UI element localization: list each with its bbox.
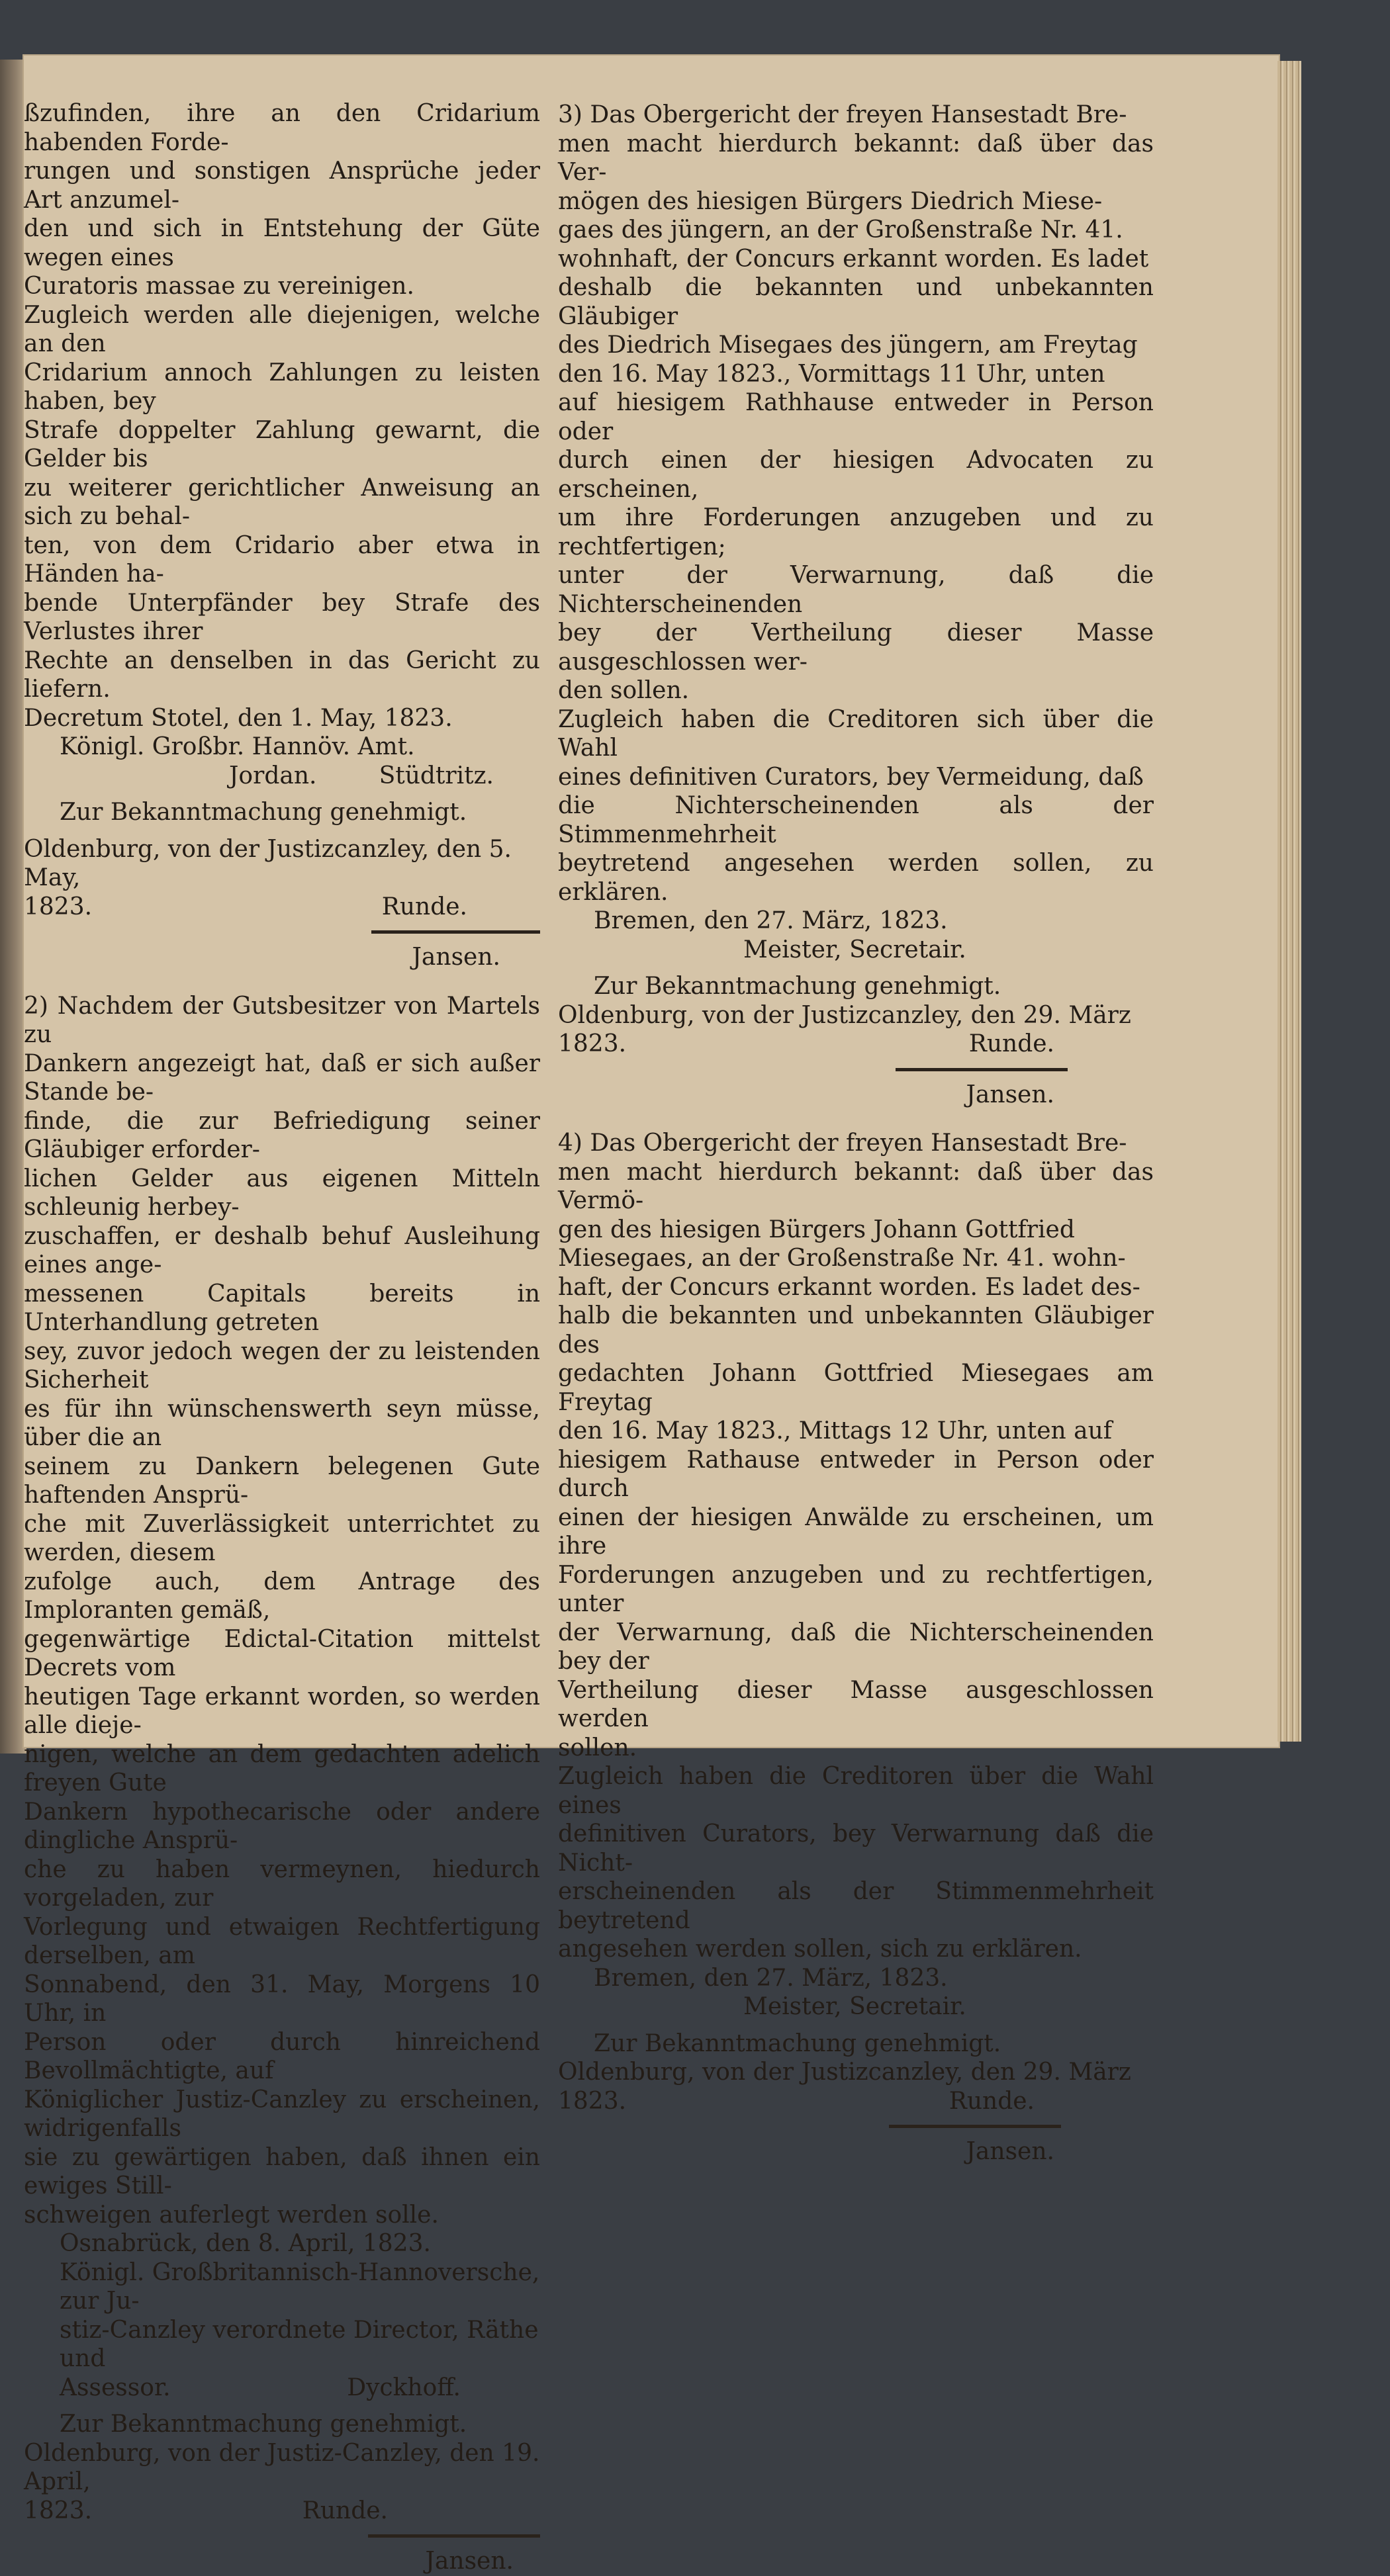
text-line: es für ihn wünschenswerth seyn müsse, über die an (24, 1395, 540, 1451)
text-line: Strafe doppelter Zahlung gewarnt, die Gelder bis (24, 416, 540, 472)
text-line: Königlicher Justiz-Canzley zu erscheinen, widrigenfalls (24, 2086, 540, 2142)
text-line: gedachten Johann Gottfried Miesegaes am Freytag (558, 1360, 1154, 1416)
notice4 (558, 1129, 1154, 1762)
text-line: sey, zuvor jedoch wegen der zu leistenden Sicherheit (24, 1337, 540, 1394)
year-runde-row (24, 2497, 540, 2526)
text-line: definitiven Curators, bey Verwarnung daß die Nicht- (558, 1820, 1154, 1877)
text-line: nigen, welche an dem gedachten adelich freyen Gute (24, 1740, 540, 1797)
year: 1823. (558, 2087, 627, 2115)
text-line: ßzufinden, ihre an den Cridarium habenden Forde- (24, 100, 540, 156)
section-rule (368, 2534, 540, 2538)
left-column (24, 99, 540, 2576)
assessor: Assessor. (60, 2374, 171, 2401)
approval-line: Zur Bekanntmachung genehmigt. (594, 973, 1001, 1000)
year: 1823. (24, 2497, 93, 2524)
text-line: Curatoris massae zu vereinigen. (24, 273, 414, 300)
text-line: 4) Das Obergericht der freyen Hansestadt Bre- (558, 1130, 1127, 1157)
text-line: gaes des jüngern, an der Großenstraße Nr. 41. (558, 216, 1123, 244)
authority-line: stiz-Canzley verordnete Director, Räthe und (60, 2316, 539, 2372)
text-line: den 16. May 1823., Vormittags 11 Uhr, unten (558, 360, 1105, 388)
text-line: halb die bekannten und unbekannten Gläubiger des (558, 1302, 1154, 1358)
authority-line: Königl. Großbritannisch-Hannoversche, zur Ju- (60, 2258, 540, 2315)
signature-runde: Runde. (949, 2087, 1035, 2115)
text-line: bende Unterpfänder bey Strafe des Verlustes ihrer (24, 589, 540, 645)
text-line: mögen des hiesigen Bürgers Diedrich Miese- (558, 187, 1103, 215)
text-line: eines definitiven Curators, bey Vermeidung, daß (558, 763, 1144, 791)
section-rule (896, 1068, 1068, 1071)
signature-runde: Runde. (968, 1030, 1054, 1057)
text-line: zufolge auch, dem Antrage des Imploranten gemäß, (24, 1568, 540, 1624)
place-date-line: Oldenburg, von der Justizcanzley, den 29. März (558, 2059, 1131, 2086)
text-line: Zugleich werden alle diejenigen, welche an den (24, 301, 540, 357)
text-line: unter der Verwarnung, daß die Nichterscheinenden (558, 562, 1154, 618)
text-line: erscheinenden als der Stimmenmehrheit beytretend (558, 1878, 1154, 1934)
text-line: che mit Zuverlässigkeit unterrichtet zu werden, diesem (24, 1510, 540, 1566)
text-line: lichen Gelder aus eigenen Mitteln schleunig herbey- (24, 1165, 540, 1221)
signature-jordan: Jordan. (229, 762, 317, 789)
approval-line: Zur Bekanntmachung genehmigt. (60, 2411, 467, 2438)
text-line: sollen. (558, 1734, 637, 1761)
place-date-line: Oldenburg, von der Justiz-Canzley, den 19. April, (24, 2439, 540, 2495)
bremen-date: Bremen, den 27. März, 1823. (594, 907, 948, 934)
amt-line: Königl. Großbr. Hannöv. Amt. (60, 733, 415, 760)
text-line: schweigen auferlegt werden solle. (24, 2201, 439, 2229)
notice1-paragraph-2 (24, 301, 540, 704)
text-line: Forderungen anzugeben und zu rechtfertigen, unter (558, 1561, 1154, 1617)
text-line: Dankern angezeigt hat, daß er sich außer Stande be- (24, 1049, 540, 1106)
text-line: sie zu gewärtigen haben, daß ihnen ein ewiges Still- (24, 2143, 540, 2199)
notice1-continuation (24, 99, 540, 301)
text-line: seinem zu Dankern belegenen Gute haftenden Ansprü- (24, 1452, 540, 1509)
signature-runde: Runde. (381, 893, 467, 920)
signature-row (24, 762, 540, 791)
text-line: Vorlegung und etwaigen Rechtfertigung derselben, am (24, 1913, 540, 1969)
text-line: um ihre Forderungen anzugeben und zu rechtfertigen; (558, 504, 1154, 560)
text-line: angesehen werden sollen, sich zu erklären. (558, 1935, 1082, 1963)
text-line: Rechte an denselben in das Gericht zu liefern. (24, 646, 540, 703)
text-line: gen des hiesigen Bürgers Johann Gottfried (558, 1216, 1075, 1243)
signature-studtritz: Stüdtritz. (379, 762, 494, 789)
text-line: bey der Vertheilung dieser Masse ausgeschlossen wer- (558, 619, 1154, 676)
text-line: men macht hierdurch bekannt: daß über das Ver- (558, 130, 1154, 186)
text-line: Zugleich haben die Creditoren über die Wahl eines (558, 1763, 1154, 1819)
signature-meister: Meister, Secretair. (743, 1993, 966, 2020)
text-line: Miesegaes, an der Großenstraße Nr. 41. wohn- (558, 1245, 1126, 1272)
text-line: der Verwarnung, daß die Nichterscheinenden bey der (558, 1619, 1154, 1675)
text-line: beytretend angesehen werden sollen, zu erklären. (558, 850, 1154, 906)
text-line: auf hiesigem Rathhause entweder in Person oder (558, 389, 1154, 445)
place-date-line: Oldenburg, von der Justizcanzley, den 29. März (558, 1001, 1131, 1029)
text-line: einen der hiesigen Anwälde zu erscheinen, um ihre (558, 1503, 1154, 1560)
section-rule (371, 930, 540, 934)
page-stack-edge (1277, 61, 1301, 1742)
year: 1823. (24, 893, 93, 920)
text-line: wohnhaft, der Concurs erkannt worden. Es ladet (558, 245, 1149, 273)
text-line: rungen und sonstigen Ansprüche jeder Art anzumel- (24, 157, 540, 214)
text-line: den 16. May 1823., Mittags 12 Uhr, unten auf (558, 1417, 1113, 1444)
notice3 (558, 101, 1154, 705)
text-line: durch einen der hiesigen Advocaten zu erscheinen, (558, 447, 1154, 503)
year-runde-row (558, 1030, 1154, 1059)
year-runde-row (24, 893, 540, 922)
signature-jansen: Jansen. (966, 2138, 1054, 2165)
text-line: die Nichterscheinenden als der Stimmenmehrheit (558, 792, 1154, 848)
text-line: deshalb die bekannten und unbekannten Gläubiger (558, 274, 1154, 330)
right-column (558, 101, 1154, 2166)
text-line: Dankern hypothecarische oder andere dingliche Ansprü- (24, 1798, 540, 1854)
text-line: che zu haben vermeynen, hiedurch vorgeladen, zur (24, 1855, 540, 1912)
text-line: zuschaffen, er deshalb behuf Ausleihung eines ange- (24, 1222, 540, 1278)
text-line: den sollen. (558, 677, 690, 704)
text-line: 2) Nachdem der Gutsbesitzer von Martels zu (24, 992, 540, 1048)
decretum-line: Decretum Stotel, den 1. May, 1823. (24, 704, 453, 732)
notice4-paragraph-2 (558, 1762, 1154, 1964)
text-line: 3) Das Obergericht der freyen Hansestadt Bre- (558, 101, 1127, 128)
signature-jansen: Jansen. (966, 1081, 1054, 1108)
text-line: heutigen Tage erkannt worden, so werden alle dieje- (24, 1683, 540, 1739)
year-runde-row (558, 2087, 1154, 2116)
approval-line: Zur Bekanntmachung genehmigt. (60, 799, 467, 826)
notice2 (24, 992, 540, 2230)
text-line: men macht hierdurch bekannt: daß über das Vermö- (558, 1158, 1154, 1214)
section-rule (889, 2125, 1061, 2128)
text-line: Vertheilung dieser Masse ausgeschlossen werden (558, 1676, 1154, 1732)
osnabrueck-date: Osnabrück, den 8. April, 1823. (60, 2230, 431, 2257)
text-line: haft, der Concurs erkannt worden. Es ladet des- (558, 1273, 1140, 1301)
place-date-line: Oldenburg, von der Justizcanzley, den 5. May, (24, 835, 512, 891)
signature-meister: Meister, Secretair. (743, 936, 966, 963)
text-line: finde, die zur Befriedigung seiner Gläubiger erforder- (24, 1107, 540, 1163)
text-line: hiesigem Rathause entweder in Person oder durch (558, 1446, 1154, 1502)
approval-line: Zur Bekanntmachung genehmigt. (594, 2029, 1001, 2057)
signature-jansen: Jansen. (425, 2548, 514, 2575)
notice3-paragraph-2 (558, 705, 1154, 907)
assessor-row (24, 2374, 540, 2403)
signature-runde: Runde. (302, 2497, 388, 2524)
text-line: zu weiterer gerichtlicher Anweisung an sich zu behal- (24, 474, 540, 530)
text-line: Sonnabend, den 31. May, Morgens 10 Uhr, in (24, 1971, 540, 2027)
text-line: Person oder durch hinreichend Bevollmächtigte, auf (24, 2028, 540, 2084)
signature-jansen: Jansen. (412, 944, 500, 971)
text-line: Cridarium annoch Zahlungen zu leisten haben, bey (24, 359, 540, 415)
year: 1823. (558, 1030, 627, 1057)
text-line: gegenwärtige Edictal-Citation mittelst Decrets vom (24, 1625, 540, 1681)
text-line: ten, von dem Cridario aber etwa in Händen ha- (24, 531, 540, 588)
bremen-date: Bremen, den 27. März, 1823. (594, 1964, 948, 1992)
text-line: des Diedrich Misegaes des jüngern, am Freytag (558, 332, 1138, 359)
text-line: Zugleich haben die Creditoren sich über die Wahl (558, 705, 1154, 762)
signature-dyckhoff: Dyckhoff. (347, 2374, 461, 2401)
text-line: messenen Capitals bereits in Unterhandlung getreten (24, 1280, 540, 1336)
text-line: den und sich in Entstehung der Güte wegen eines (24, 215, 540, 271)
